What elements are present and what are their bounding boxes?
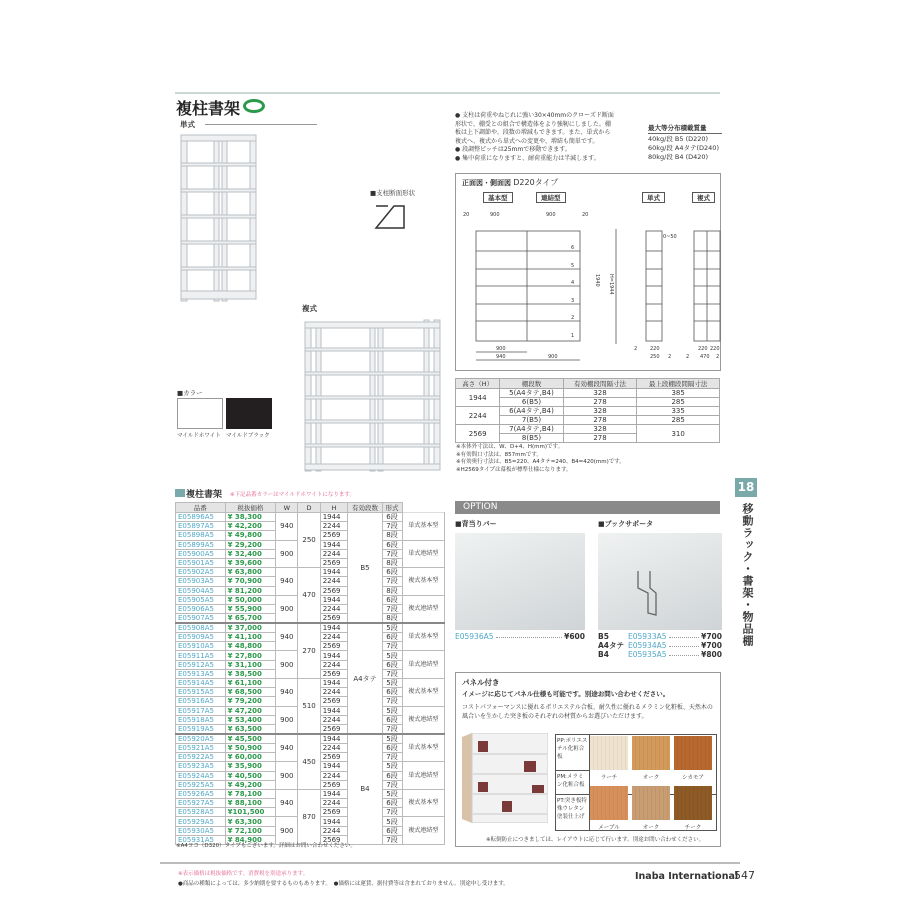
product-code: E05912A5	[176, 660, 226, 669]
product-code: E05906A5	[176, 604, 226, 613]
width-value: 940	[276, 734, 298, 762]
color-label: ■カラー	[177, 389, 203, 397]
dim-label: 900	[490, 212, 500, 218]
height-value: 2569	[320, 531, 348, 540]
depth-value: 450	[298, 734, 320, 789]
price: ¥ 27,800	[225, 651, 276, 660]
shelf-count: 5段	[382, 706, 402, 715]
width-value: 900	[276, 706, 298, 734]
price: ¥ 35,900	[225, 762, 276, 771]
max-load	[648, 124, 722, 162]
back-bar-price-line: E05936A5 ¥600	[455, 632, 585, 641]
height-value: 1944	[320, 595, 348, 604]
price: ¥ 38,300	[225, 513, 276, 522]
divider	[205, 124, 317, 125]
shelf-count: 8段	[382, 614, 402, 624]
double-shelf-image	[304, 318, 442, 473]
depth-value: 270	[298, 623, 320, 678]
double-label: 複式	[302, 304, 317, 313]
price: ¥ 49,800	[225, 531, 276, 540]
diagram-box	[455, 173, 721, 371]
product-code: E05901A5	[176, 558, 226, 567]
price: ¥ 78,100	[225, 789, 276, 798]
chapter-tab: 18	[735, 478, 757, 497]
price: ¥ 61,100	[225, 679, 276, 688]
price: ¥ 32,400	[225, 549, 276, 558]
height-value: 2244	[320, 715, 348, 724]
shelf-count: 7段	[382, 835, 402, 844]
front-side-drawing	[456, 174, 722, 372]
type-value: 単式基本型	[402, 623, 444, 651]
price: ¥ 53,400	[225, 715, 276, 724]
wood-swatch	[632, 736, 670, 770]
dim-label: 20	[463, 212, 470, 218]
table-row	[176, 789, 445, 798]
dim-label: 20	[582, 212, 589, 218]
shelf-count: 7段	[382, 669, 402, 678]
width-value: 940	[276, 623, 298, 651]
width-value: 900	[276, 540, 298, 568]
dim-label: 900	[546, 212, 556, 218]
option-header: OPTION	[455, 501, 720, 514]
max-load-line: 60kg/段 A4タテ(D240)	[648, 144, 719, 152]
price: ¥ 50,000	[225, 595, 276, 604]
dim-label: 470	[700, 354, 710, 360]
shelf-count: 7段	[382, 753, 402, 762]
product-code: E05920A5	[176, 734, 226, 744]
shelf-numbers: 6 5 4 3 2 1	[571, 245, 575, 339]
height-value: 2569	[320, 586, 348, 595]
price: ¥ 50,900	[225, 743, 276, 752]
type-value: 単式連結型	[402, 762, 444, 790]
height-value: 1944	[320, 817, 348, 826]
product-code: E05897A5	[176, 522, 226, 531]
type-value: 複式基本型	[402, 789, 444, 817]
height-value: 2244	[320, 633, 348, 642]
depth-value: 510	[298, 679, 320, 734]
product-code: E05916A5	[176, 697, 226, 706]
height-value: 1944	[320, 623, 348, 633]
product-code: E05904A5	[176, 586, 226, 595]
height-value: 1944	[320, 789, 348, 798]
table-row	[176, 513, 445, 522]
column-header: H	[320, 503, 348, 513]
shelf-count: 7段	[382, 549, 402, 558]
shelf-count: 8段	[382, 558, 402, 567]
dim-label: 2	[686, 354, 690, 360]
paper-size: B5	[348, 513, 382, 624]
shelf-count: 5段	[382, 734, 402, 744]
footer-rule	[160, 862, 740, 864]
price: ¥ 63,500	[225, 724, 276, 734]
width-value: 940	[276, 679, 298, 707]
shelf-count: 7段	[382, 724, 402, 734]
column-header: 税抜価格	[225, 503, 276, 513]
height-value: 1944	[320, 706, 348, 715]
width-value: 900	[276, 817, 298, 845]
product-code: E05898A5	[176, 531, 226, 540]
product-code: E05925A5	[176, 780, 226, 789]
height-value: 2569	[320, 724, 348, 734]
shelf-count: 6段	[382, 540, 402, 549]
top-rule	[175, 92, 720, 94]
width-value: 940	[276, 789, 298, 817]
shelf-count: 7段	[382, 604, 402, 613]
product-code: E05913A5	[176, 669, 226, 678]
wood-swatch	[590, 786, 628, 820]
height-value: 1944	[320, 679, 348, 688]
panel-shelf-image	[462, 733, 548, 823]
type-value: 単式連結型	[402, 651, 444, 679]
dim-label: 2	[668, 354, 672, 360]
max-load-line: 80kg/段 B4 (D420)	[648, 153, 709, 161]
depth-value: 250	[298, 513, 320, 568]
type-value: 複式基本型	[402, 568, 444, 596]
shelf-count: 5段	[382, 817, 402, 826]
dim-label: 2	[716, 354, 720, 360]
features-list	[455, 112, 615, 163]
product-code: E05914A5	[176, 679, 226, 688]
price: ¥ 42,200	[225, 522, 276, 531]
price: ¥ 48,800	[225, 642, 276, 651]
shelf-count: 6段	[382, 715, 402, 724]
shelf-count: 6段	[382, 633, 402, 642]
green-mark-icon	[243, 99, 265, 113]
height-value: 2244	[320, 771, 348, 780]
wood-swatch	[590, 736, 628, 770]
brand-name: Inaba International	[635, 871, 739, 882]
product-code: E05907A5	[176, 614, 226, 624]
material-table: PP:ポリエステル化粧合板 PM:メラミン化粧合板 PT:突き板特殊ウレタン塗装仕上げ	[555, 734, 717, 831]
product-code: E05900A5	[176, 549, 226, 558]
shelf-count: 6段	[382, 826, 402, 835]
cross-section-label: ■支柱断面形状	[370, 189, 416, 197]
diagram-title: 正面図・側面図 D220タイプ	[462, 178, 559, 187]
dim-label: 900	[548, 354, 558, 360]
feature-item: ● 支柱は荷重やねじれに強い30×40mmのクローズド断面形状で、棚受との組合で構造体をより強靭にしました。棚板は上下調節や、段数の増減もできます。また、単式から複式へ、複式から単式への変更や、増結も簡単です。	[455, 112, 614, 145]
height-value: 2569	[320, 753, 348, 762]
column-header: 有効段数	[348, 503, 382, 513]
panel-note: ※転倒防止につきましては、レイアウトに応じて行います。別途お問い合わせください。	[486, 837, 705, 843]
panel-desc: コストパフォーマンスに優れるポリエステル合板、耐久性に優れるメラミン化粧板、天然木の風合いを生かした突き板のそれぞれの材質からお選びいただけます。	[462, 704, 713, 720]
chapter-label: 移動ラック・書架・物品棚	[741, 503, 754, 647]
product-code: E05931A5	[176, 835, 226, 844]
product-code: E05918A5	[176, 715, 226, 724]
page-number: 547	[734, 869, 755, 882]
wood-swatch	[674, 786, 712, 820]
wood-name: チーク	[684, 825, 702, 831]
dim-label: 0~50	[663, 234, 677, 240]
product-code: E05930A5	[176, 826, 226, 835]
shelf-count: 6段	[382, 743, 402, 752]
wood-name: シカモア	[681, 775, 704, 781]
shelf-count: 5段	[382, 679, 402, 688]
shelf-count: 7段	[382, 697, 402, 706]
dim-label: 1940	[594, 274, 600, 287]
max-load-line: 40kg/段 B5 (D220)	[648, 135, 709, 143]
product-code: E05908A5	[176, 623, 226, 633]
height-value: 2569	[320, 697, 348, 706]
single-label: 単式	[180, 120, 195, 129]
table-row	[176, 679, 445, 688]
price: ¥ 63,800	[225, 568, 276, 577]
price: ¥ 60,000	[225, 753, 276, 762]
shelf-count: 5段	[382, 651, 402, 660]
height-value: 2569	[320, 780, 348, 789]
shelf-count: 6段	[382, 771, 402, 780]
table-row	[176, 734, 445, 744]
price: ¥ 29,200	[225, 540, 276, 549]
height-value: 1944	[320, 513, 348, 522]
price: ¥ 37,000	[225, 623, 276, 633]
products-title: 複柱書架	[186, 490, 223, 500]
height-value: 1944	[320, 651, 348, 660]
type-value: 複式連結型	[402, 595, 444, 623]
height-value: 2569	[320, 835, 348, 844]
width-value: 900	[276, 651, 298, 679]
product-code: E05926A5	[176, 789, 226, 798]
paper-size: B4	[348, 734, 382, 845]
product-code: E05919A5	[176, 724, 226, 734]
dim-label: H=1944	[608, 274, 614, 295]
product-table	[175, 502, 445, 845]
height-value: 2244	[320, 660, 348, 669]
panel-lead: イメージに応じてパネル仕様も可能です。別途お問い合わせください。	[462, 690, 670, 698]
products-footnote: ※A4ヨコ（D320）タイプもございます。詳細はお問い合わせください。	[176, 843, 356, 849]
shelf-count: 7段	[382, 808, 402, 817]
type-value: 複式連結型	[402, 706, 444, 734]
height-value: 1944	[320, 540, 348, 549]
price: ¥ 45,500	[225, 734, 276, 744]
product-code: E05921A5	[176, 743, 226, 752]
wood-name: オーク	[642, 775, 660, 781]
color-swatch-black	[226, 398, 272, 429]
height-value: 2244	[320, 799, 348, 808]
back-bar-photo	[455, 533, 585, 630]
price: ¥ 81,200	[225, 586, 276, 595]
product-code: E05917A5	[176, 706, 226, 715]
dim-label: 250	[650, 354, 660, 360]
depth-value: 870	[298, 789, 320, 844]
tab-basic: 基本型	[483, 192, 513, 203]
height-value: 1944	[320, 568, 348, 577]
tab-single: 単式	[642, 192, 665, 203]
height-value: 2244	[320, 743, 348, 752]
product-code: E05922A5	[176, 753, 226, 762]
depth-value: 470	[298, 568, 320, 623]
width-value: 940	[276, 513, 298, 541]
height-value: 2244	[320, 522, 348, 531]
book-support-label: ■ブックサポータ	[598, 520, 654, 528]
height-value: 2569	[320, 558, 348, 567]
dim-label: 900	[496, 346, 506, 352]
product-code: E05909A5	[176, 633, 226, 642]
tab-double: 複式	[692, 192, 715, 203]
shelf-count: 6段	[382, 595, 402, 604]
height-value: 2244	[320, 826, 348, 835]
book-support-photo	[598, 533, 722, 630]
product-code: E05915A5	[176, 688, 226, 697]
wood-swatch	[632, 786, 670, 820]
dim-label: 220	[710, 346, 720, 352]
single-shelf-image	[180, 133, 258, 303]
wood-name: オーク	[642, 825, 660, 831]
column-header: 品番	[176, 503, 226, 513]
wood-name: メープル	[598, 825, 620, 831]
page-title: 複柱書架	[176, 99, 241, 118]
height-value: 2569	[320, 669, 348, 678]
feature-item: ● 集中荷重になりますと、耐荷重能力は半減します。	[455, 154, 600, 162]
height-value: 2244	[320, 604, 348, 613]
shelf-count: 7段	[382, 522, 402, 531]
price: ¥ 70,900	[225, 577, 276, 586]
product-code: E05923A5	[176, 762, 226, 771]
dim-label: 220	[650, 346, 660, 352]
type-value: 単式基本型	[402, 734, 444, 762]
panel-title: パネル付き	[462, 678, 500, 687]
product-code: E05928A5	[176, 808, 226, 817]
dim-label: 220	[698, 346, 708, 352]
price: ¥101,500	[225, 808, 276, 817]
product-code: E05903A5	[176, 577, 226, 586]
type-value: 単式基本型	[402, 513, 444, 541]
height-value: 2569	[320, 642, 348, 651]
height-value: 1944	[320, 734, 348, 744]
price: ¥ 84,900	[225, 835, 276, 844]
table-row	[176, 568, 445, 577]
product-code: E05927A5	[176, 799, 226, 808]
footer-notes: ※表示価格は税抜価格です。消費税を別途承ります。 ●商品の種類によっては、多少納期を要するものもあります。 ●価格には運賃、据付費等は含まれておりません。別途申し受けます。	[178, 871, 509, 887]
type-value: 複式基本型	[402, 679, 444, 707]
height-value: 2569	[320, 614, 348, 624]
shelf-count: 7段	[382, 577, 402, 586]
shelf-count: 7段	[382, 780, 402, 789]
price: ¥ 65,700	[225, 614, 276, 624]
height-value: 2244	[320, 688, 348, 697]
color-note: ※下記品番カラーはマイルドホワイトになります。	[230, 492, 355, 498]
shelf-count: 8段	[382, 531, 402, 540]
height-value: 2244	[320, 577, 348, 586]
section-marker	[175, 489, 185, 497]
color-name: マイルドブラック	[226, 433, 270, 439]
price: ¥ 72,100	[225, 826, 276, 835]
shelf-count: 5段	[382, 623, 402, 633]
color-name: マイルドホワイト	[177, 433, 221, 439]
shelf-count: 8段	[382, 586, 402, 595]
product-code: E05905A5	[176, 595, 226, 604]
height-value: 2569	[320, 808, 348, 817]
product-code: E05929A5	[176, 817, 226, 826]
wood-swatch	[674, 736, 712, 770]
max-load-title: 最大等分布積載質量	[648, 124, 722, 134]
shelf-count: 6段	[382, 568, 402, 577]
book-support-list: B5 E05933A5 ¥700 A4タテ E05934A5 ¥700 B4 E05935A5 ¥800	[598, 632, 722, 659]
shelf-count: 5段	[382, 789, 402, 798]
column-cross-section-icon	[374, 204, 408, 232]
shelf-count: 6段	[382, 688, 402, 697]
product-code: E05924A5	[176, 771, 226, 780]
price: ¥ 39,600	[225, 558, 276, 567]
price: ¥ 47,200	[225, 706, 276, 715]
price: ¥ 79,200	[225, 697, 276, 706]
price: ¥ 31,100	[225, 660, 276, 669]
paper-size: A4タテ	[348, 623, 382, 734]
product-code: E05896A5	[176, 513, 226, 522]
price: ¥ 49,200	[225, 780, 276, 789]
dim-label: 2	[634, 346, 638, 352]
shelf-count: 6段	[382, 513, 402, 522]
product-code: E05899A5	[176, 540, 226, 549]
color-swatch-white	[177, 398, 223, 429]
height-value: 1944	[320, 762, 348, 771]
column-header: 形式	[382, 503, 402, 513]
spec-table: 高さ（H） 棚段数 有効棚段間隔寸法 最上段棚段間隔寸法 1944 5(A4タテ,B4) 328 385 6(B5) 278 285 2244 6(A4タテ,B4) 328 335 7(B5) 278 285 2569 7(A4タテ,B4) 328 310 8(B5) 278	[455, 378, 720, 443]
width-value: 900	[276, 595, 298, 623]
column-header: W	[276, 503, 298, 513]
price: ¥ 40,500	[225, 771, 276, 780]
back-bar-label: ■背当りバー	[455, 520, 497, 528]
shelf-count: 6段	[382, 660, 402, 669]
height-value: 2244	[320, 549, 348, 558]
price: ¥ 63,300	[225, 817, 276, 826]
product-code: E05902A5	[176, 568, 226, 577]
column-header: D	[298, 503, 320, 513]
feature-item: ● 段調整ピッチは25mmで移動できます。	[455, 146, 571, 153]
table-row	[176, 623, 445, 633]
price: ¥ 88,100	[225, 799, 276, 808]
width-value: 900	[276, 762, 298, 790]
tab-linked: 連結型	[536, 192, 566, 203]
spec-notes: ※本体外寸法は、W、D+4、H(mm)です。 ※有効間口寸法は、857mmです。 ※有効奥行寸法は、B5=220、A4タテ=240、B4=420(mm)です。 ※H2569タイプは幕板が標準仕様になります。	[456, 444, 625, 473]
dim-label: 940	[496, 354, 506, 360]
price: ¥ 38,500	[225, 669, 276, 678]
shelf-count: 5段	[382, 762, 402, 771]
wood-name: ラーチ	[600, 775, 618, 781]
price: ¥ 68,500	[225, 688, 276, 697]
shelf-count: 6段	[382, 799, 402, 808]
price: ¥ 41,100	[225, 633, 276, 642]
shelf-count: 7段	[382, 642, 402, 651]
width-value: 940	[276, 568, 298, 596]
type-value: 複式連結型	[402, 817, 444, 845]
price: ¥ 55,900	[225, 604, 276, 613]
product-code: E05911A5	[176, 651, 226, 660]
product-code: E05910A5	[176, 642, 226, 651]
type-value: 単式連結型	[402, 540, 444, 568]
